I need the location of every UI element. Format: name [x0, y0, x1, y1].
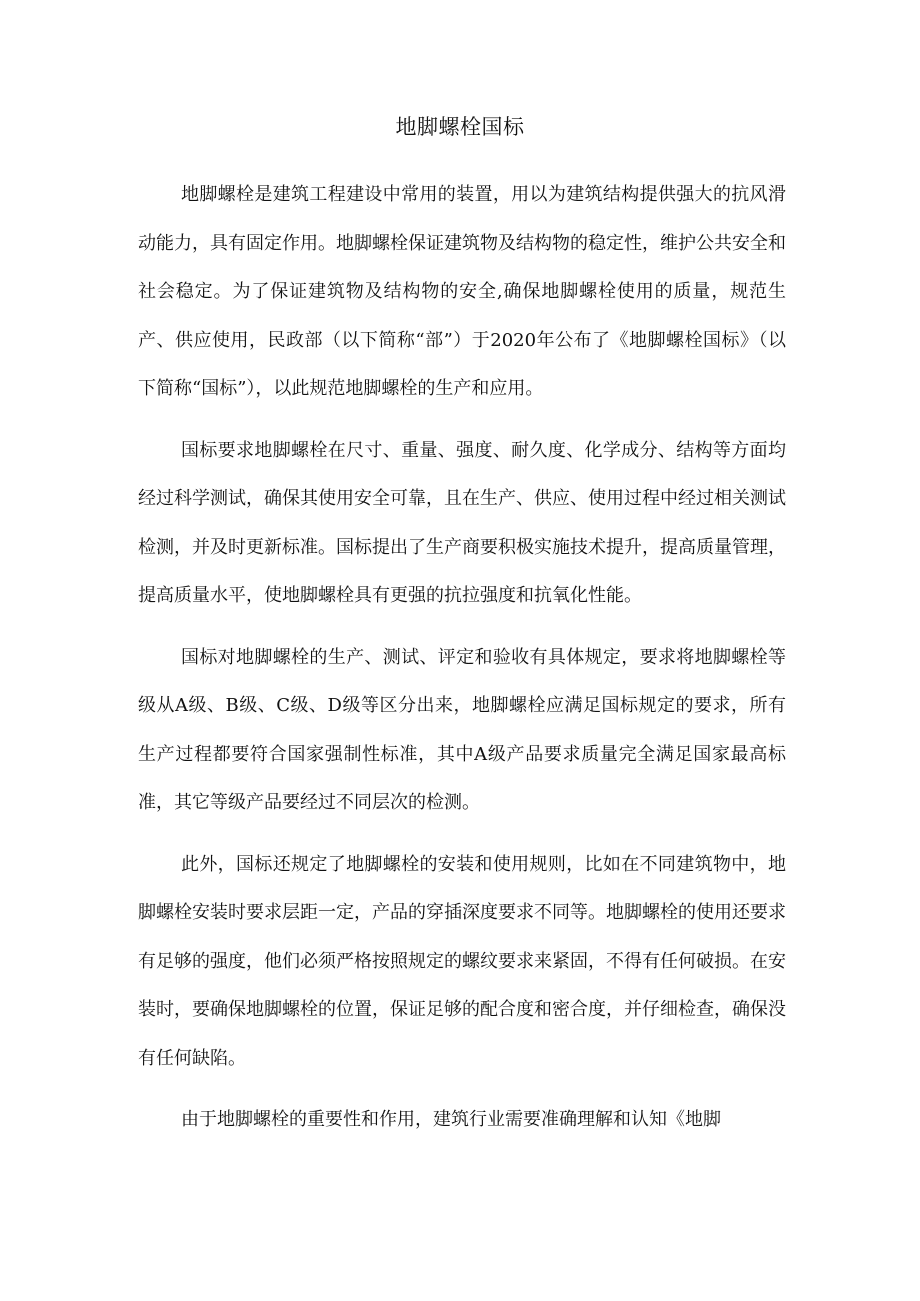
document-body [138, 171, 786, 1158]
document-title: 地脚螺栓国标 [395, 115, 525, 139]
paragraph: 此外，国标还规定了地脚螺栓的安装和使用规则，比如在不同建筑物中，地脚螺栓安装时要求层距一定，产品的穿插深度要求不同等。地脚螺栓的使用还要求有足够的强度，他们必须严格按照规定的螺纹要求来紧固，不得有任何破损。在安装时，要确保地脚螺栓的位置，保证足够的配合度和密合度，并仔细检查，确保没有任何缺陷。 [138, 853, 786, 1069]
paragraph: 国标对地脚螺栓的生产、测试、评定和验收有具体规定，要求将地脚螺栓等级从A级、B级、C级、D级等区分出来，地脚螺栓应满足国标规定的要求，所有生产过程都要符合国家强制性标准，其中A级产品要求质量完全满足国家最高标准，其它等级产品要经过不同层次的检测。 [138, 646, 786, 813]
paragraph: 国标要求地脚螺栓在尺寸、重量、强度、耐久度、化学成分、结构等方面均经过科学测试，确保其使用安全可靠，且在生产、供应、使用过程中经过相关测试检测，并及时更新标准。国标提出了生产商要积极实施技术提升，提高质量管理，提高质量水平，使地脚螺栓具有更强的抗拉强度和抗氧化性能。 [138, 439, 786, 606]
paragraph: 由于地脚螺栓的重要性和作用，建筑行业需要准确理解和认知《地脚 [181, 1109, 721, 1130]
paragraph: 地脚螺栓是建筑工程建设中常用的装置，用以为建筑结构提供强大的抗风滑动能力，具有固定作用。地脚螺栓保证建筑物及结构物的稳定性，维护公共安全和社会稳定。为了保证建筑物及结构物的安全,确保地脚螺栓使用的质量，规范生产、供应使用，民政部（以下简称“部”）于2020年公布了《地脚螺栓国标》（以下简称“国标”），以此规范地脚螺栓的生产和应用。 [138, 184, 786, 399]
